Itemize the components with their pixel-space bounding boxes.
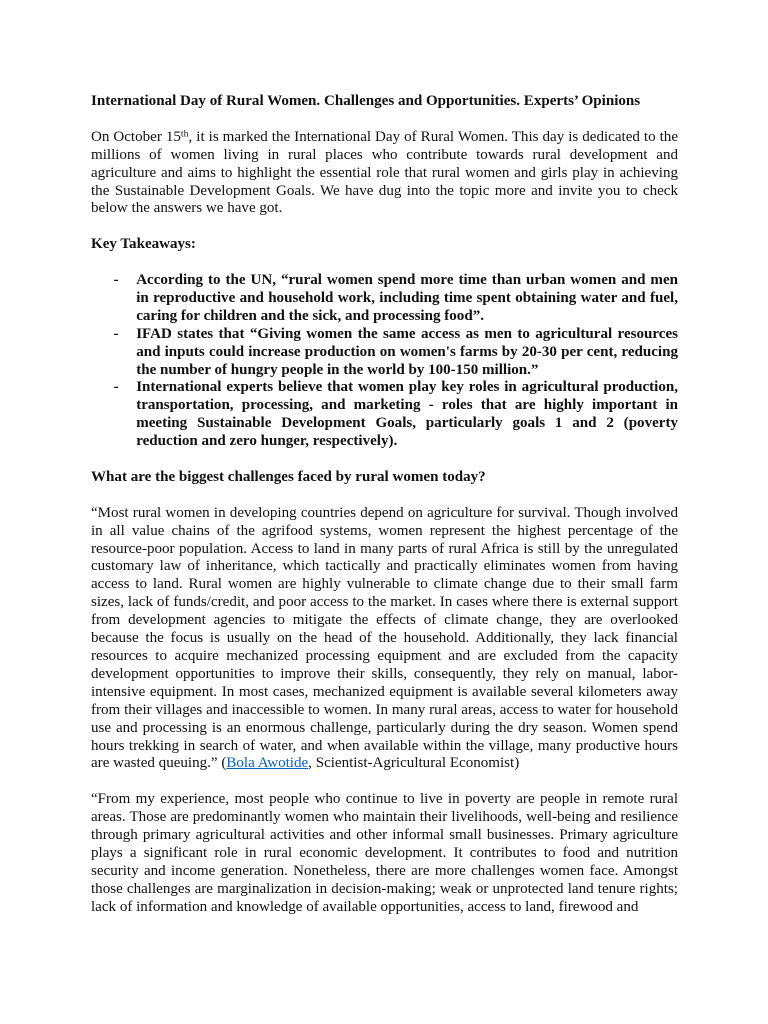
quote-text: “From my experience, most people who continue to live in poverty are people in remote rural areas. Those are predominantly women who maintain their livelihoods, well-being and resilience through primary agricultural activities and other informal small businesses. Primary agriculture plays a significant role in rural economic development. It contributes to food and nutrition security and income generation. Nonetheless, there are more challenges women face. Amongst those challenges are marginalization in decision-making; weak or unprotected land tenure rights; lack of information and knowledge of available opportunities, access to land, firewood and <box>91 791 678 915</box>
author-link-bola-awotide[interactable]: Bola Awotide <box>226 755 309 772</box>
bullet-dash: - <box>113 379 119 396</box>
key-takeaways-heading: Key Takeaways: <box>91 236 196 253</box>
intro-lead-text: On October 15 <box>91 128 181 145</box>
document-title: International Day of Rural Women. Challenges and Opportunities. Experts’ Opinions <box>91 93 641 109</box>
takeaway-text: According to the UN, “rural women spend more time than urban women and men in reproductive and household work, including time spent obtaining water and fuel, caring for children and the sick, and processing food”. <box>136 272 678 324</box>
quote-text: “Most rural women in developing countries depend on agriculture for survival. Though involved in all value chains of the agrifood systems, women represent the highest percentage of the resource-poor population. Access to land in many parts of rural Africa is still by the unregulated customary law of inheritance, which tactically and practically eliminates women from having access to land. Rural women are highly vulnerable to climate change due to their small farm sizes, lack of funds/credit, and poor access to the market. In cases where there is external support from development agencies to mitigate the effects of climate change, they are overlooked because the focus is usually on the head of the household. Additionally, they lack financial resources to acquire mechanized processing equipment and are excluded from the capacity development opportunities to improve their skills, consequently, they rely on manual, labor-intensive equipment. In most cases, mechanized equipment is available several kilometers away from their villages and inaccessible to women. In many rural areas, access to water for household use and processing is an enormous challenge, particularly during the dry season. Women spend hours trekking in search of water, and when available within the village, many productive hours are wasted queuing.” ( <box>91 504 678 772</box>
key-takeaways-list <box>91 272 678 451</box>
bullet-dash: - <box>113 272 119 289</box>
takeaway-item <box>91 272 678 326</box>
document-body <box>91 93 678 917</box>
intro-body-text: , it is marked the International Day of Rural Women. This day is dedicated to the millions of women living in rural places who contribute towards rural development and agriculture and aims to highlight the essential role that rural women and girls play in achieving the Sustainable Development Goals. We have dug into the topic more and invite you to check below the answers we have got. <box>91 128 678 217</box>
takeaway-item <box>91 326 678 380</box>
expert-quote-awotide <box>91 505 678 774</box>
takeaway-item <box>91 379 678 451</box>
takeaway-text: IFAD states that “Giving women the same access as men to agricultural resources and inputs could increase production on women's farms by 20-30 per cent, reducing the number of hungry people in the world by 100-150 million.” <box>136 325 678 378</box>
challenges-heading: What are the biggest challenges faced by rural women today? <box>91 468 486 485</box>
author-role-text: , Scientist-Agricultural Economist) <box>308 755 520 772</box>
bullet-dash: - <box>113 325 119 342</box>
expert-quote-second <box>91 791 678 916</box>
date-ordinal-superscript: th <box>180 128 189 140</box>
takeaway-text: International experts believe that women play key roles in agricultural production, transportation, processing, and marketing - roles that are highly important in meeting Sustainable Development Goals, particularly goals 1 and 2 (poverty reduction and zero hunger, respectively). <box>136 379 678 450</box>
intro-paragraph <box>91 129 678 219</box>
